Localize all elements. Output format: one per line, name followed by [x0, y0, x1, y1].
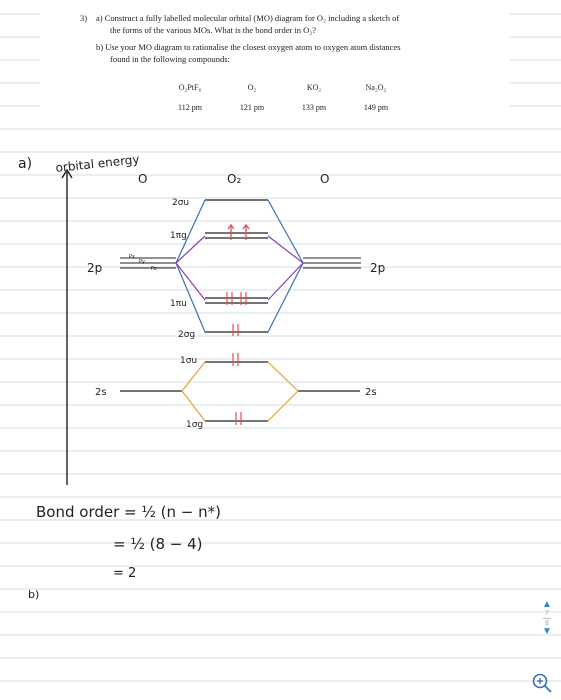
left-2s-label: 2s [95, 387, 107, 398]
electron-arrows-1sigma-u [233, 353, 238, 366]
compound-name: Na₂O₂ [365, 83, 387, 92]
zoom-in-icon[interactable] [531, 672, 553, 694]
compound-name: O₂PtF₆ [178, 83, 202, 92]
page-divider [543, 618, 551, 619]
page-up-icon[interactable]: ▲ [542, 599, 552, 610]
compound-name: KO₂ [306, 83, 322, 92]
electron-arrows-2sigma-g [233, 324, 238, 336]
pi-2p-connectors [176, 236, 303, 300]
part-a-label: a) [18, 156, 33, 172]
part-b-question-line2: found in the following compounds: [110, 54, 230, 64]
question-number: 3) [80, 13, 88, 23]
py-label: Py [139, 259, 145, 265]
axis-label: orbital energy [54, 152, 141, 175]
current-page[interactable]: 7 [545, 610, 549, 617]
mo-label-1pi-g: 1πg [170, 231, 187, 241]
part-a-question-line2: the forms of the various MOs. What is the bond order in O₂? [110, 25, 317, 35]
compound-distance: 121 pm [239, 103, 265, 112]
compound-distance: 112 pm [178, 103, 202, 112]
mo-label-1sigma-g: 1σg [186, 420, 204, 430]
right-2s-label: 2s [365, 387, 377, 398]
page-navigator [539, 600, 555, 637]
part-b-question-line1: b) Use your MO diagram to rationalise the closest oxygen atom to oxygen atom distances [96, 42, 401, 52]
bond-order-line2: = ½ (8 − 4) [113, 535, 203, 553]
px-label: Px [129, 254, 135, 260]
compound-distance: 149 pm [363, 103, 389, 112]
right-2p-label: 2p [370, 261, 386, 275]
bond-order-line1: Bond order = ½ (n − n*) [36, 503, 221, 521]
page-down-icon[interactable]: ▼ [542, 626, 552, 637]
sigma-2s-connectors [182, 362, 298, 421]
part-b-label: b) [28, 588, 40, 601]
next-page[interactable]: 8 [545, 620, 549, 627]
sigma-2p-connectors [176, 200, 303, 332]
bond-order-line3: = 2 [113, 566, 137, 581]
electron-arrows-1sigma-g [236, 412, 241, 425]
part-a-question-line1: a) Construct a fully labelled molecular orbital (MO) diagram for O₂ including a sketch of [96, 13, 400, 23]
compound-name: O₂ [247, 83, 257, 92]
pz-label: Pz [151, 266, 157, 272]
left-atom-label: O [138, 172, 148, 186]
molecule-label: O₂ [227, 172, 242, 186]
compound-distance: 133 pm [301, 103, 327, 112]
mo-label-1pi-u: 1πu [170, 299, 187, 309]
mo-label-2sigma-g: 2σg [178, 330, 196, 340]
mo-label-2sigma-u: 2σu [172, 198, 190, 208]
mo-label-1sigma-u: 1σu [180, 356, 198, 366]
left-2p-label: 2p [87, 261, 103, 275]
right-atom-label: O [320, 172, 330, 186]
